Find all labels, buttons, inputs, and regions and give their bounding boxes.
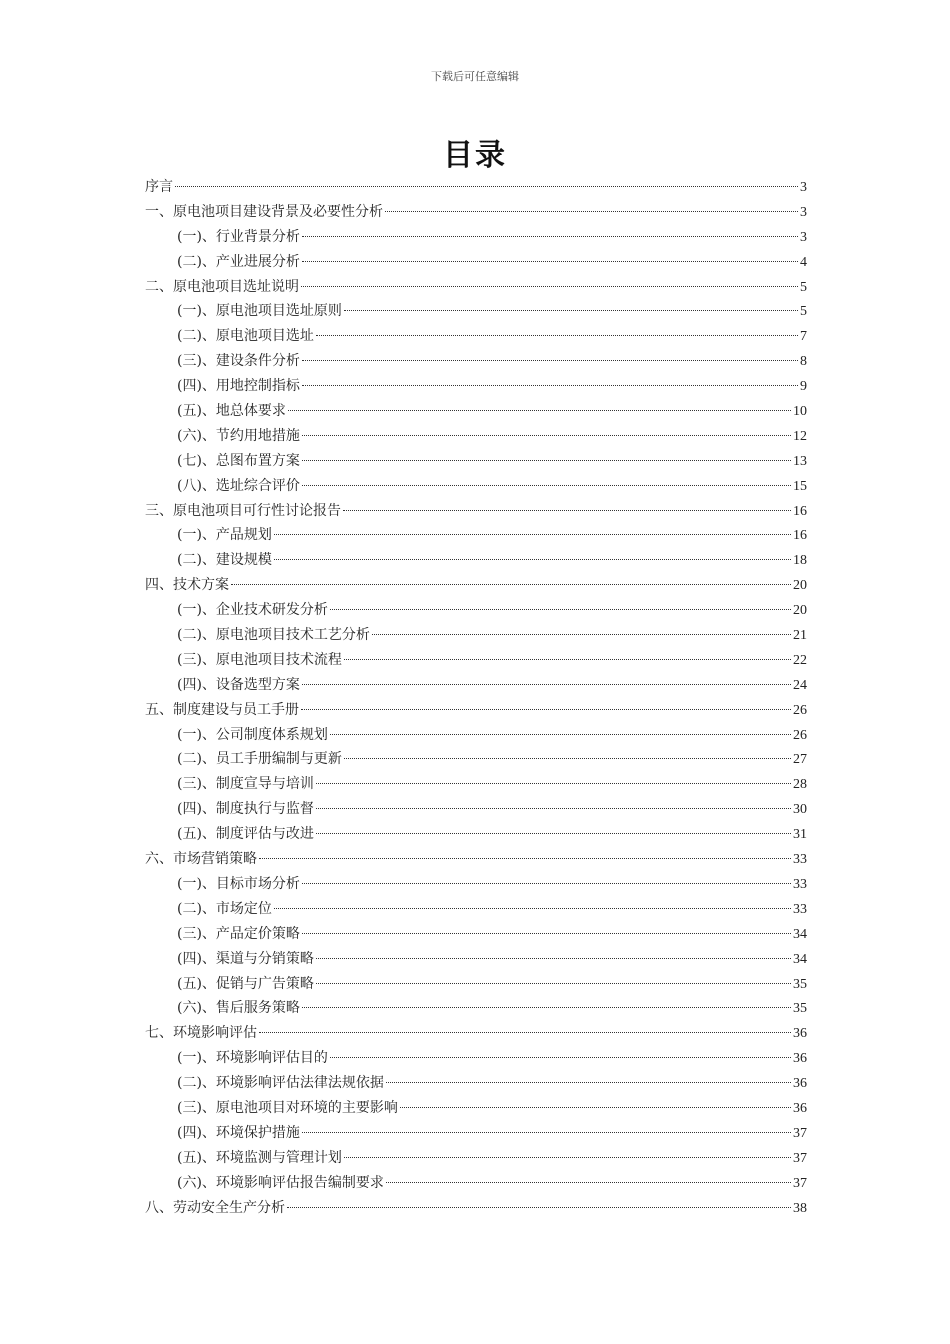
toc-entry-page: 15 (793, 478, 807, 494)
toc-entry-label: (四)、制度执行与监督 (177, 801, 314, 818)
toc-entry[interactable] (145, 474, 807, 499)
toc-entry-label: 一、原电池项目建设背景及必要性分析 (145, 203, 383, 220)
toc-entry[interactable] (145, 623, 807, 648)
toc-entry-page: 3 (800, 180, 807, 195)
toc-leader-dots (316, 783, 791, 784)
toc-entry-label: (五)、地总体要求 (177, 403, 286, 420)
toc-leader-dots (302, 684, 791, 685)
toc-leader-dots (343, 510, 791, 511)
page-header: 下载后可任意编辑 (431, 70, 519, 83)
toc-leader-dots (386, 1082, 791, 1083)
toc-leader-dots (330, 1057, 791, 1058)
toc-leader-dots (344, 659, 791, 660)
toc-entry[interactable] (145, 1171, 807, 1196)
toc-entry[interactable] (145, 922, 807, 947)
toc-entry-label: (三)、原电池项目对环境的主要影响 (177, 1099, 398, 1116)
toc-entry-label: 二、原电池项目选址说明 (145, 278, 299, 295)
toc-entry-page: 9 (800, 379, 807, 395)
toc-entry-page: 33 (793, 876, 807, 892)
toc-leader-dots (302, 385, 798, 386)
toc-leader-dots (302, 883, 791, 884)
toc-entry-page: 36 (793, 1076, 807, 1092)
toc-entry-label: (一)、原电池项目选址原则 (177, 303, 342, 320)
toc-entry-label: 八、劳动安全生产分析 (145, 1199, 285, 1216)
toc-entry[interactable] (145, 872, 807, 897)
toc-entry-label: 六、市场营销策略 (145, 851, 257, 868)
toc-entry[interactable] (145, 299, 807, 324)
toc-entry-page: 5 (800, 304, 807, 320)
toc-entry-label: (三)、制度宣导与培训 (177, 776, 314, 793)
toc-entry-page: 33 (793, 852, 807, 868)
toc-entry-page: 33 (793, 901, 807, 917)
toc-entry-label: (二)、原电池项目选址 (177, 328, 314, 345)
toc-entry[interactable] (145, 1021, 807, 1046)
toc-leader-dots (175, 186, 798, 187)
toc-entry-label: (五)、促销与广告策略 (177, 975, 314, 992)
toc-entry-page: 10 (793, 404, 807, 420)
toc-entry-label: (四)、环境保护措施 (177, 1124, 300, 1141)
toc-entry-label: 三、原电池项目可行性讨论报告 (145, 502, 341, 519)
toc-entry-label: 七、环境影响评估 (145, 1025, 257, 1042)
toc-leader-dots (301, 709, 791, 710)
toc-entry-page: 27 (793, 752, 807, 768)
toc-entry-page: 16 (793, 503, 807, 519)
toc-entry-label: (二)、市场定位 (177, 900, 272, 917)
toc-entry-label: (一)、公司制度体系规划 (177, 726, 328, 743)
toc-entry-page: 34 (793, 951, 807, 967)
toc-entry-page: 8 (800, 354, 807, 370)
toc-entry[interactable] (145, 996, 807, 1021)
toc-entry-label: (六)、售后服务策略 (177, 1000, 300, 1017)
toc-entry-label: (三)、建设条件分析 (177, 353, 300, 370)
toc-leader-dots (344, 1157, 791, 1158)
toc-entry-page: 7 (800, 329, 807, 345)
toc-entry-label: (八)、选址综合评价 (177, 477, 300, 494)
toc-leader-dots (302, 236, 798, 237)
toc-entry-page: 36 (793, 1026, 807, 1042)
toc-entry-page: 36 (793, 1051, 807, 1067)
toc-entry[interactable] (145, 847, 807, 872)
toc-leader-dots (231, 584, 791, 585)
toc-entry-page: 37 (793, 1175, 807, 1191)
toc-leader-dots (316, 335, 798, 336)
toc-entry[interactable] (145, 324, 807, 349)
toc-leader-dots (316, 833, 791, 834)
toc-entry[interactable] (145, 399, 807, 424)
toc-entry-page: 3 (800, 229, 807, 245)
toc-entry-page: 31 (793, 827, 807, 843)
toc-leader-dots (344, 758, 791, 759)
toc-entry[interactable] (145, 573, 807, 598)
toc-entry[interactable] (145, 673, 807, 698)
toc-entry-page: 18 (793, 553, 807, 569)
toc-entry[interactable] (145, 200, 807, 225)
toc-entry-label: (二)、环境影响评估法律法规依据 (177, 1075, 384, 1092)
toc-leader-dots (274, 559, 791, 560)
toc-leader-dots (302, 460, 791, 461)
toc-leader-dots (386, 1182, 791, 1183)
toc-entry-label: 五、制度建设与员工手册 (145, 701, 299, 718)
toc-entry-label: (三)、产品定价策略 (177, 925, 300, 942)
toc-leader-dots (302, 261, 798, 262)
toc-leader-dots (302, 360, 798, 361)
toc-entry[interactable] (145, 349, 807, 374)
toc-leader-dots (274, 908, 791, 909)
toc-entry-page: 4 (800, 254, 807, 270)
toc-leader-dots (302, 933, 791, 934)
toc-entry[interactable] (145, 723, 807, 748)
toc-leader-dots (274, 534, 791, 535)
toc-entry[interactable] (145, 648, 807, 673)
toc-entry-label: (一)、企业技术研发分析 (177, 602, 328, 619)
toc-leader-dots (385, 211, 798, 212)
toc-leader-dots (316, 958, 791, 959)
toc-entry[interactable] (145, 548, 807, 573)
toc-entry[interactable] (145, 772, 807, 797)
toc-entry[interactable] (145, 523, 807, 548)
toc-entry[interactable] (145, 250, 807, 275)
toc-entry-page: 3 (800, 204, 807, 220)
toc-leader-dots (259, 1032, 791, 1033)
toc-entry-label: (五)、环境监测与管理计划 (177, 1149, 342, 1166)
toc-entry-page: 26 (793, 727, 807, 743)
toc-entry[interactable] (145, 797, 807, 822)
toc-entry-page: 13 (793, 453, 807, 469)
toc-entry-page: 37 (793, 1150, 807, 1166)
toc-entry[interactable] (145, 499, 807, 524)
toc-entry-label: (四)、设备选型方案 (177, 676, 300, 693)
toc-entry[interactable] (145, 449, 807, 474)
toc-leader-dots (302, 485, 791, 486)
toc-entry[interactable] (145, 1096, 807, 1121)
toc-leader-dots (316, 983, 791, 984)
toc-entry[interactable] (145, 424, 807, 449)
toc-leader-dots (372, 634, 791, 635)
toc-leader-dots (330, 609, 791, 610)
toc-entry-page: 30 (793, 802, 807, 818)
toc-entry-label: (六)、节约用地措施 (177, 427, 300, 444)
toc-entry[interactable] (145, 374, 807, 399)
toc-entry-page: 35 (793, 976, 807, 992)
toc-entry-page: 28 (793, 777, 807, 793)
toc-leader-dots (316, 808, 791, 809)
toc-entry-page: 12 (793, 428, 807, 444)
toc-entry-label: (三)、原电池项目技术流程 (177, 651, 342, 668)
toc-entry-page: 20 (793, 578, 807, 594)
toc-leader-dots (302, 1132, 791, 1133)
toc-leader-dots (287, 1207, 791, 1208)
toc-entry-label: (六)、环境影响评估报告编制要求 (177, 1174, 384, 1191)
toc-entry-page: 21 (793, 628, 807, 644)
toc-entry-label: 四、技术方案 (145, 577, 229, 594)
page-title: 目录 (443, 138, 507, 173)
toc-entry-page: 37 (793, 1125, 807, 1141)
toc-leader-dots (330, 734, 791, 735)
toc-leader-dots (301, 286, 798, 287)
toc-entry-page: 24 (793, 677, 807, 693)
toc-entry-label: (二)、产业进展分析 (177, 253, 300, 270)
toc-entry-label: (二)、员工手册编制与更新 (177, 751, 342, 768)
table-of-contents (145, 175, 807, 1220)
toc-entry[interactable] (145, 897, 807, 922)
toc-entry[interactable] (145, 1196, 807, 1221)
toc-entry[interactable] (145, 822, 807, 847)
toc-entry-label: 序言 (145, 179, 173, 195)
toc-leader-dots (400, 1107, 791, 1108)
toc-entry-page: 16 (793, 528, 807, 544)
toc-entry[interactable] (145, 1071, 807, 1096)
toc-entry-page: 34 (793, 926, 807, 942)
toc-leader-dots (344, 310, 798, 311)
toc-leader-dots (288, 410, 791, 411)
toc-entry[interactable] (145, 1121, 807, 1146)
toc-entry[interactable] (145, 1046, 807, 1071)
toc-entry-page: 20 (793, 603, 807, 619)
toc-entry[interactable] (145, 947, 807, 972)
toc-entry[interactable] (145, 225, 807, 250)
toc-entry-label: (四)、渠道与分销策略 (177, 950, 314, 967)
toc-entry-label: (一)、目标市场分析 (177, 875, 300, 892)
toc-entry-label: (七)、总图布置方案 (177, 452, 300, 469)
toc-leader-dots (302, 1007, 791, 1008)
toc-entry-label: (五)、制度评估与改进 (177, 826, 314, 843)
toc-entry[interactable] (145, 598, 807, 623)
toc-entry[interactable] (145, 175, 807, 200)
toc-entry-page: 26 (793, 702, 807, 718)
toc-entry-label: (一)、行业背景分析 (177, 228, 300, 245)
toc-entry-page: 38 (793, 1200, 807, 1216)
toc-entry[interactable] (145, 747, 807, 772)
toc-entry[interactable] (145, 698, 807, 723)
toc-entry-label: (一)、环境影响评估目的 (177, 1050, 328, 1067)
toc-entry-label: (二)、原电池项目技术工艺分析 (177, 627, 370, 644)
toc-entry-page: 35 (793, 1001, 807, 1017)
toc-entry[interactable] (145, 1146, 807, 1171)
toc-entry-page: 36 (793, 1100, 807, 1116)
toc-entry-label: (四)、用地控制指标 (177, 378, 300, 395)
toc-leader-dots (259, 858, 791, 859)
toc-leader-dots (302, 435, 791, 436)
toc-entry-page: 5 (800, 279, 807, 295)
toc-entry-label: (一)、产品规划 (177, 527, 272, 544)
toc-entry-label: (二)、建设规模 (177, 552, 272, 569)
toc-entry-page: 22 (793, 652, 807, 668)
toc-entry[interactable] (145, 972, 807, 997)
toc-entry[interactable] (145, 275, 807, 300)
